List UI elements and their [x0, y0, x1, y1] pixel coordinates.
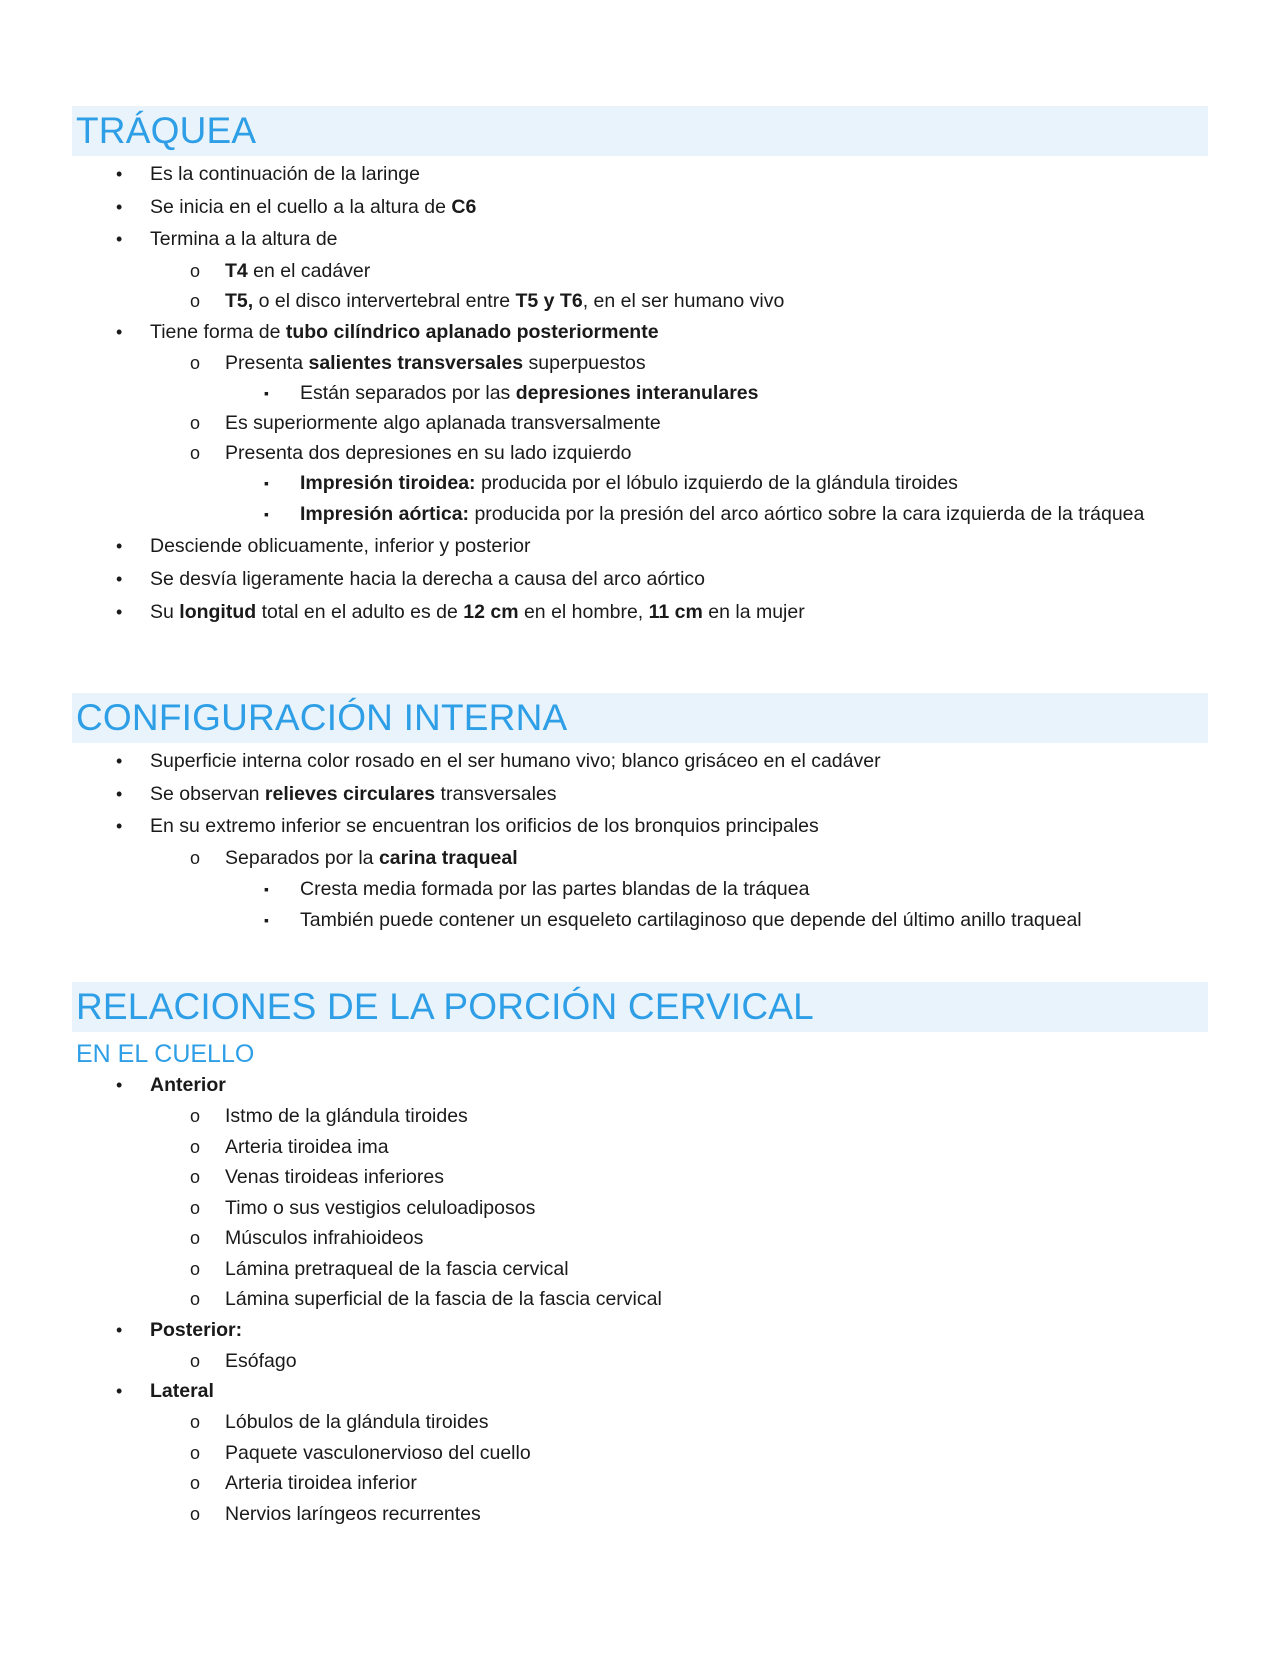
- list-item: ▪ También puede contener un esqueleto cartilaginoso que depende del último anillo traqueal: [72, 905, 1208, 936]
- bullet-marker: •: [116, 229, 123, 250]
- list-item: • Tiene forma de tubo cilíndrico aplanado posteriormente: [72, 316, 1208, 349]
- subheading-en-el-cuello: EN EL CUELLO: [76, 1040, 255, 1068]
- list-item: • Se desvía ligeramente hacia la derecha a causa del arco aórtico: [72, 563, 1208, 596]
- circle-marker: o: [190, 1350, 201, 1371]
- heading-configuracion-interna: CONFIGURACIÓN INTERNA: [76, 697, 568, 738]
- square-marker: ▪: [264, 506, 269, 523]
- list-item: o Arteria tiroidea inferior: [72, 1468, 1208, 1499]
- list-item: o Esófago: [72, 1346, 1208, 1377]
- list-item: ▪ Cresta media formada por las partes blandas de la tráquea: [72, 874, 1208, 905]
- circle-marker: o: [190, 413, 201, 434]
- list-item: o Nervios laríngeos recurrentes: [72, 1499, 1208, 1530]
- list-item: o Es superiormente algo aplanada transversalmente: [72, 408, 1208, 438]
- list-item: o Arteria tiroidea ima: [72, 1132, 1208, 1163]
- bullet-marker: •: [116, 321, 123, 342]
- list-item: o Separados por la carina traqueal: [72, 843, 1208, 874]
- heading-band: [72, 693, 1208, 743]
- square-marker: ▪: [264, 385, 269, 402]
- bullet-marker: •: [116, 1381, 123, 1401]
- circle-marker: o: [190, 847, 201, 868]
- bullet-marker: •: [116, 816, 123, 837]
- list-item: o Presenta salientes transversales superpuestos: [72, 348, 1208, 378]
- list-item: • Termina a la altura de: [72, 223, 1208, 256]
- list-item: o Presenta dos depresiones en su lado izquierdo: [72, 438, 1208, 468]
- list-item: • Desciende oblicuamente, inferior y posterior: [72, 530, 1208, 563]
- list-item: o Músculos infrahioideos: [72, 1223, 1208, 1254]
- bullet-marker: •: [116, 601, 123, 622]
- circle-marker: o: [190, 1258, 201, 1279]
- list-item: o Istmo de la glándula tiroides: [72, 1101, 1208, 1132]
- list-item: • Su longitud total en el adulto es de 12 cm en el hombre, 11 cm en la mujer: [72, 596, 1208, 629]
- list-item: ▪ Impresión aórtica: producida por la presión del arco aórtico sobre la cara izquierda de la tráquea: [72, 499, 1208, 530]
- circle-marker: o: [190, 1289, 201, 1309]
- list-item: ▪ Impresión tiroidea: producida por el lóbulo izquierdo de la glándula tiroides: [72, 468, 1208, 499]
- anterior-list: [72, 1101, 1208, 1315]
- posterior-list: [72, 1346, 1208, 1377]
- circle-marker: o: [190, 1442, 201, 1463]
- bullet-marker: •: [116, 536, 123, 557]
- heading-band: [72, 982, 1208, 1032]
- list-item: • Se inicia en el cuello a la altura de C6: [72, 191, 1208, 224]
- list-item: • Se observan relieves circulares transversales: [72, 778, 1208, 811]
- square-marker: ▪: [264, 475, 269, 492]
- lateral-list: [72, 1407, 1208, 1529]
- circle-marker: o: [190, 443, 201, 464]
- list-item: o Lóbulos de la glándula tiroides: [72, 1407, 1208, 1438]
- circle-marker: o: [190, 1197, 201, 1218]
- list-item: • Superficie interna color rosado en el ser humano vivo; blanco grisáceo en el cadáver: [72, 745, 1208, 778]
- circle-marker: o: [190, 290, 201, 311]
- heading-band: [72, 106, 1208, 156]
- list-item: • Anterior: [72, 1070, 1208, 1101]
- heading-relaciones: RELACIONES DE LA PORCIÓN CERVICAL: [76, 986, 814, 1027]
- list-item: ▪ Están separados por las depresiones interanulares: [72, 378, 1208, 408]
- circle-marker: o: [190, 1412, 201, 1432]
- list-item: o Timo o sus vestigios celuloadiposos: [72, 1193, 1208, 1224]
- circle-marker: o: [190, 1228, 201, 1248]
- circle-marker: o: [190, 1503, 201, 1524]
- heading-traquea: TRÁQUEA: [76, 110, 257, 151]
- circle-marker: o: [190, 1136, 201, 1157]
- list-item: o Lámina superficial de la fascia de la fascia cervical: [72, 1284, 1208, 1315]
- bullet-marker: •: [116, 1319, 123, 1340]
- circle-marker: o: [190, 353, 201, 374]
- list-item: • Es la continuación de la laringe: [72, 158, 1208, 191]
- circle-marker: o: [190, 1106, 201, 1126]
- bullet-marker: •: [116, 751, 123, 771]
- list-item: o Venas tiroideas inferiores: [72, 1162, 1208, 1193]
- list-item: • Lateral: [72, 1376, 1208, 1407]
- circle-marker: o: [190, 260, 201, 281]
- list-item: o T4 en el cadáver: [72, 256, 1208, 286]
- list-item: • Posterior:: [72, 1315, 1208, 1346]
- section-relaciones-cervical: [72, 982, 1208, 1529]
- bullet-marker: •: [116, 196, 123, 217]
- square-marker: ▪: [264, 911, 269, 928]
- bullet-marker: •: [116, 783, 123, 804]
- list-item: o Paquete vasculonervioso del cuello: [72, 1438, 1208, 1469]
- list-item: o T5, o el disco intervertebral entre T5 y T6, en el ser humano vivo: [72, 286, 1208, 316]
- bullet-marker: •: [116, 1075, 123, 1095]
- circle-marker: o: [190, 1167, 201, 1187]
- list-item: • En su extremo inferior se encuentran los orificios de los bronquios principales: [72, 810, 1208, 843]
- bullet-marker: •: [116, 164, 123, 184]
- list-item: o Lámina pretraqueal de la fascia cervical: [72, 1254, 1208, 1285]
- square-marker: ▪: [264, 880, 269, 897]
- bullet-marker: •: [116, 568, 123, 589]
- circle-marker: o: [190, 1473, 201, 1493]
- section-configuracion-interna: [72, 693, 1208, 936]
- section-traquea: [72, 106, 1208, 628]
